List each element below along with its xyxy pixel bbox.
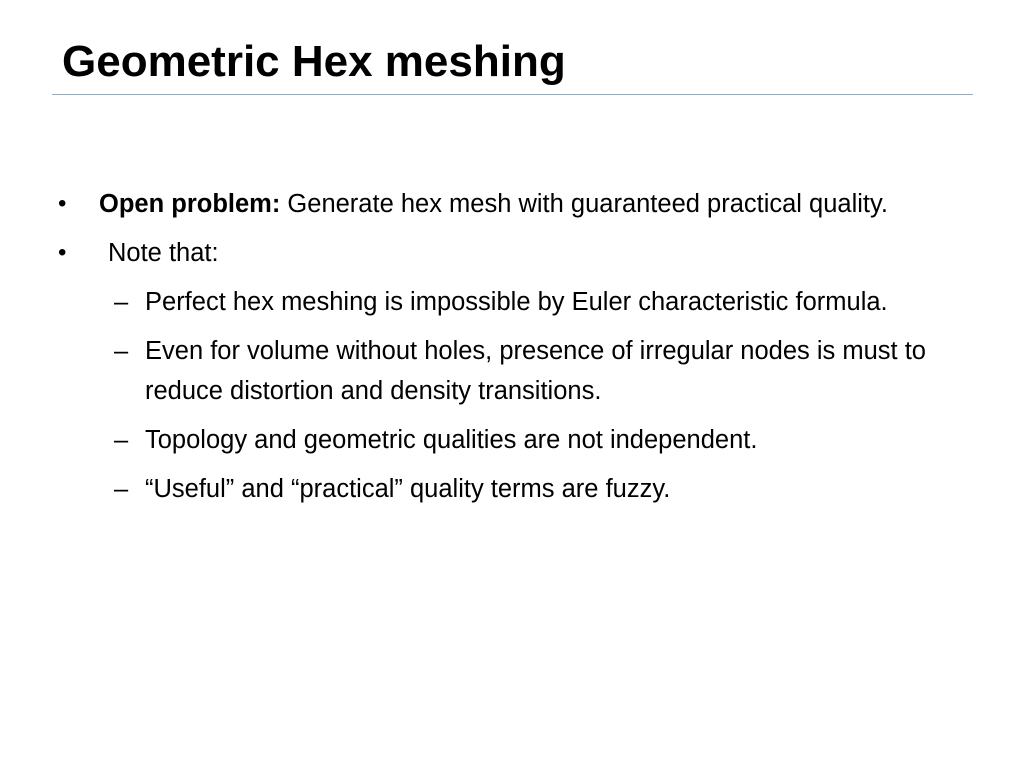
title-divider xyxy=(52,94,973,95)
slide-title: Geometric Hex meshing xyxy=(62,37,566,86)
subbullet-euler xyxy=(58,282,970,322)
bullet-open-problem xyxy=(58,184,970,224)
subbullet-text: Topology and geometric qualities are not independent. xyxy=(145,426,758,454)
bullet-marker: • xyxy=(58,239,67,266)
subbullet-text: Even for volume without holes, presence of irregular nodes is must to reduce distortion and density transitions. xyxy=(145,337,926,405)
note-that-text: Note that: xyxy=(108,239,219,267)
subbullet-text: “Useful” and “practical” quality terms are fuzzy. xyxy=(145,475,671,503)
subbullet-irregular-nodes xyxy=(58,331,970,411)
open-problem-label: Open problem: xyxy=(99,190,281,218)
slide-body xyxy=(58,184,970,518)
open-problem-text: Generate hex mesh with guaranteed practical quality. xyxy=(280,190,888,218)
dash-marker: – xyxy=(114,475,129,503)
dash-marker: – xyxy=(114,288,129,316)
bullet-note-that xyxy=(58,233,970,273)
subbullet-text: Perfect hex meshing is impossible by Euler characteristic formula. xyxy=(145,288,888,316)
dash-marker: – xyxy=(114,426,129,454)
dash-marker: – xyxy=(114,337,129,365)
bullet-marker: • xyxy=(58,190,67,217)
subbullet-topology xyxy=(58,420,970,460)
subbullet-fuzzy-terms xyxy=(58,469,970,509)
